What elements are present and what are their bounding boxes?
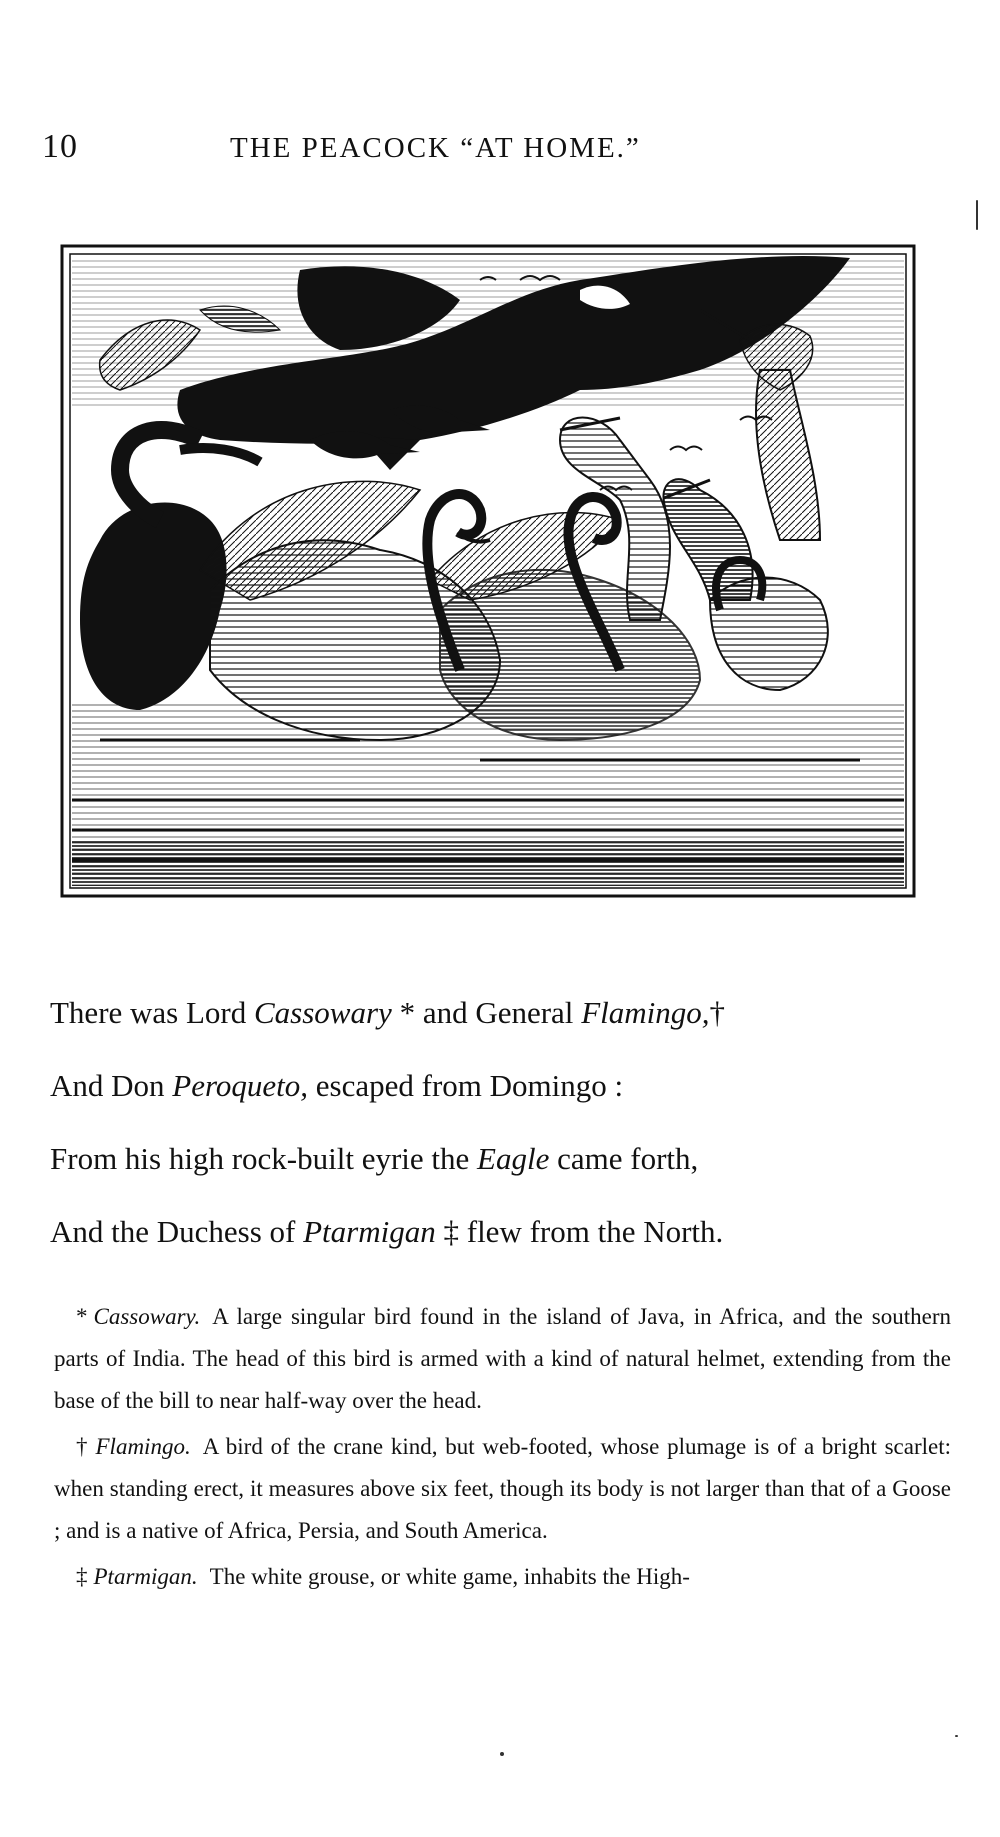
- footnote-mark: ‡: [76, 1564, 88, 1589]
- verse-line-3: From his high rock-built eyrie the Eagle came forth,: [50, 1141, 699, 1176]
- footnote-ptarmigan: [54, 1556, 951, 1598]
- bird-engraving: [60, 240, 918, 902]
- speck: [500, 1752, 504, 1756]
- footnote-text: The white grouse, or white game, inhabits the High-: [209, 1564, 690, 1589]
- verse-line-2: And Don Peroqueto, escaped from Domingo :: [50, 1068, 624, 1103]
- running-title: THE PEACOCK “AT HOME.”: [230, 132, 641, 164]
- footnote-text: A large singular bird found in the island of Java, in Africa, and the southern parts of India. The head of this bird is armed with a kind of natural helmet, extending from the base of the bill to near half-way over the head.: [54, 1304, 951, 1413]
- footnotes: [54, 1296, 951, 1602]
- running-head: [42, 128, 742, 178]
- verse-stanza: [50, 976, 950, 1268]
- engraved-illustration: [60, 240, 918, 902]
- footnote-term: Cassowary.: [93, 1304, 201, 1329]
- footnote-flamingo: [54, 1426, 951, 1552]
- footnote-mark: *: [76, 1304, 88, 1329]
- footnote-text: A bird of the crane kind, but web-footed, whose plumage is of a bright scarlet: when standing erect, it measures above six feet, though its body is not larger than that of a Goose ; and is a native of Africa, Persia, and South America.: [54, 1434, 952, 1543]
- footnote-term: Flamingo.: [95, 1434, 191, 1459]
- page-number: 10: [42, 128, 78, 165]
- verse-line-4: And the Duchess of Ptarmigan ‡ flew from the North.: [50, 1214, 724, 1249]
- footnote-term: Ptarmigan.: [93, 1564, 198, 1589]
- footnote-cassowary: [54, 1296, 951, 1422]
- verse-line-1: There was Lord Cassowary * and General Flamingo,†: [50, 995, 725, 1030]
- speck: [955, 1735, 958, 1737]
- speck: [976, 200, 978, 230]
- footnote-mark: †: [76, 1434, 90, 1459]
